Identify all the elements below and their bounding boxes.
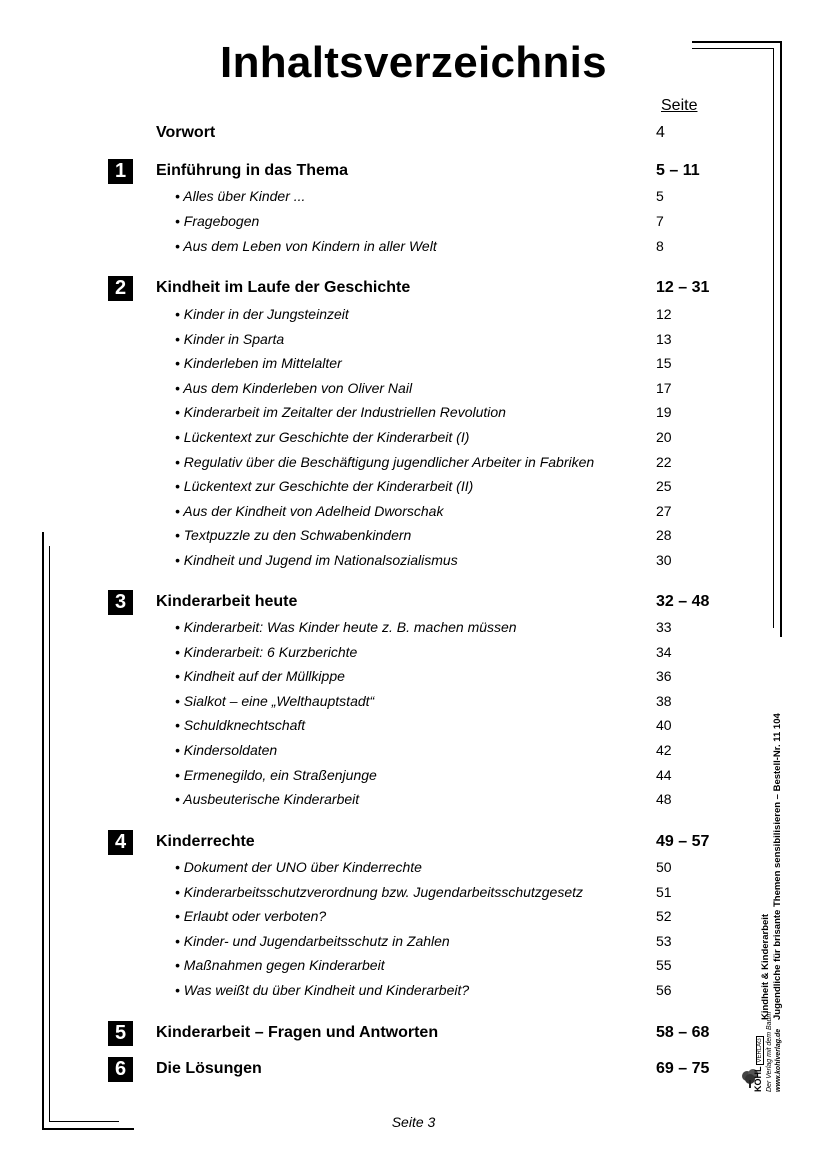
toc-item (0, 428, 827, 450)
toc-item-page: 55 (656, 957, 672, 973)
toc-item-title: • Kinderarbeitsschutzverordnung bzw. Jugendarbeitsschutzgesetz (175, 884, 584, 900)
toc-item-title: • Aus der Kindheit von Adelheid Dworschak (175, 503, 444, 519)
toc-section (0, 593, 827, 615)
toc-section (0, 279, 827, 301)
toc-item-title: • Ausbeuterische Kinderarbeit (175, 791, 360, 807)
section-page-range: 49 – 57 (656, 833, 710, 850)
toc-item-page: 22 (656, 454, 672, 470)
toc-item-page: 52 (656, 908, 672, 924)
toc-item-page: 13 (656, 331, 672, 347)
section-page-range: 69 – 75 (656, 1060, 710, 1077)
toc-item-title: • Kinderarbeit: Was Kinder heute z. B. machen müssen (175, 619, 517, 635)
toc-item-title: • Kinderarbeit im Zeitalter der Industriellen Revolution (175, 404, 506, 420)
section-page-range: 58 – 68 (656, 1024, 710, 1041)
toc-item-page: 20 (656, 429, 672, 445)
section-number-badge: 1 (108, 159, 133, 184)
toc-item (0, 766, 827, 788)
section-page-range: 5 – 11 (656, 162, 700, 179)
toc-item-page: 7 (656, 213, 664, 229)
toc-item-title: • Kinder in Sparta (175, 331, 285, 347)
section-number-badge: 6 (108, 1057, 133, 1082)
publisher-logo (742, 1011, 790, 1092)
toc-item-title: • Regulativ über die Beschäftigung jugendlicher Arbeiter in Fabriken (175, 454, 595, 470)
toc-entry-page: 4 (656, 124, 665, 141)
toc-section (0, 162, 827, 184)
toc-section (0, 1060, 827, 1082)
toc-item-title: • Lückentext zur Geschichte der Kinderarbeit (II) (175, 478, 474, 494)
publisher-slogan: Der Verlag mit dem Baum (766, 1011, 773, 1092)
toc-item (0, 643, 827, 665)
section-title: Kindheit im Laufe der Geschichte (156, 279, 411, 296)
publisher-website: www.kohlverlag.de (775, 1028, 782, 1092)
toc-item (0, 187, 827, 209)
toc-item (0, 502, 827, 524)
section-number-badge: 3 (108, 590, 133, 615)
toc-item-title: • Maßnahmen gegen Kinderarbeit (175, 957, 385, 973)
toc-item-title: • Kinder- und Jugendarbeitsschutz in Zahlen (175, 933, 450, 949)
toc-item-title: • Alles über Kinder ... (175, 188, 306, 204)
toc-item-page: 56 (656, 982, 672, 998)
toc-item-title: • Kinder in der Jungsteinzeit (175, 306, 349, 322)
toc-item (0, 790, 827, 812)
toc-item-page: 19 (656, 404, 672, 420)
toc-item-title: • Kindheit und Jugend im Nationalsozialismus (175, 552, 458, 568)
toc-item (0, 618, 827, 640)
toc-item-page: 8 (656, 238, 664, 254)
toc-item-title: • Lückentext zur Geschichte der Kinderarbeit (I) (175, 429, 470, 445)
toc-item-page: 38 (656, 693, 672, 709)
page-title: Inhaltsverzeichnis (220, 38, 607, 87)
toc-item (0, 354, 827, 376)
section-number-badge: 5 (108, 1021, 133, 1046)
frame-line (49, 546, 50, 1122)
toc-item-title: • Sialkot – eine „Welthauptstadt“ (175, 693, 375, 709)
toc-item (0, 907, 827, 929)
toc-item-page: 50 (656, 859, 672, 875)
toc-item (0, 379, 827, 401)
sidebar-product-info (760, 690, 796, 1020)
section-page-range: 12 – 31 (656, 279, 710, 296)
toc-item-title: • Kindheit auf der Müllkippe (175, 668, 345, 684)
toc-item (0, 237, 827, 259)
frame-line (780, 41, 782, 637)
frame-line (42, 532, 44, 1130)
sidebar-product-title: Kindheit & Kinderarbeit (760, 913, 771, 1020)
toc-item-page: 34 (656, 644, 672, 660)
toc-item (0, 956, 827, 978)
toc-item (0, 403, 827, 425)
toc-item-page: 48 (656, 791, 672, 807)
toc-item (0, 883, 827, 905)
toc-item-page: 33 (656, 619, 672, 635)
toc-item-page: 36 (656, 668, 672, 684)
toc-entry-title: Vorwort (156, 124, 216, 141)
publisher-name: KOHL (753, 1066, 763, 1092)
toc-item (0, 526, 827, 548)
toc-item-page: 27 (656, 503, 672, 519)
toc-item-title: • Schuldknechtschaft (175, 717, 306, 733)
section-title: Die Lösungen (156, 1060, 262, 1077)
toc-item (0, 453, 827, 475)
toc-item (0, 477, 827, 499)
section-number-badge: 4 (108, 830, 133, 855)
toc-item-title: • Aus dem Kinderleben von Oliver Nail (175, 380, 413, 396)
toc-item (0, 716, 827, 738)
toc-item (0, 667, 827, 689)
toc-item-page: 17 (656, 380, 672, 396)
toc-item-page: 25 (656, 478, 672, 494)
publisher-badge: VERLAG (757, 1038, 763, 1063)
section-page-range: 32 – 48 (656, 593, 710, 610)
toc-item-title: • Aus dem Leben von Kindern in aller Welt (175, 238, 437, 254)
toc-item-page: 51 (656, 884, 672, 900)
toc-item (0, 692, 827, 714)
page-footer: Seite 3 (391, 1114, 436, 1130)
toc-item (0, 212, 827, 234)
toc-item-page: 42 (656, 742, 672, 758)
frame-line (692, 41, 782, 43)
toc-item-title: • Was weißt du über Kindheit und Kinderarbeit? (175, 982, 470, 998)
toc-item-page: 30 (656, 552, 672, 568)
sidebar-product-subtitle: Jugendliche für brisante Themen sensibilisieren – Bestell-Nr. 11 104 (772, 713, 783, 1020)
toc-section (0, 1024, 827, 1046)
toc-item (0, 330, 827, 352)
frame-line (42, 1128, 134, 1130)
section-title: Kinderarbeit heute (156, 593, 298, 610)
toc-entry-vorwort (0, 124, 827, 146)
toc-item-title: • Kindersoldaten (175, 742, 278, 758)
toc-item-page: 44 (656, 767, 672, 783)
toc-item-page: 28 (656, 527, 672, 543)
page-column-header: Seite (661, 97, 698, 114)
toc-item (0, 932, 827, 954)
section-number-badge: 2 (108, 276, 133, 301)
toc-item-page: 40 (656, 717, 672, 733)
toc-item-title: • Textpuzzle zu den Schwabenkindern (175, 527, 412, 543)
toc-section (0, 833, 827, 855)
toc-item-page: 12 (656, 306, 672, 322)
toc-item (0, 551, 827, 573)
section-title: Kinderrechte (156, 833, 255, 850)
frame-line (49, 1121, 119, 1122)
toc-item (0, 858, 827, 880)
toc-item-title: • Fragebogen (175, 213, 260, 229)
toc-item-title: • Kinderleben im Mittelalter (175, 355, 342, 371)
toc-item-title: • Erlaubt oder verboten? (175, 908, 327, 924)
toc-item-title: • Kinderarbeit: 6 Kurzberichte (175, 644, 358, 660)
toc-item (0, 981, 827, 1003)
toc-item (0, 305, 827, 327)
toc-item-title: • Dokument der UNO über Kinderrechte (175, 859, 422, 875)
toc-item-page: 5 (656, 188, 664, 204)
section-title: Einführung in das Thema (156, 162, 349, 179)
frame-line (773, 48, 774, 628)
toc-item-page: 15 (656, 355, 672, 371)
toc-item (0, 741, 827, 763)
section-title: Kinderarbeit – Fragen und Antworten (156, 1024, 439, 1041)
toc-item-title: • Ermenegildo, ein Straßenjunge (175, 767, 377, 783)
toc-item-page: 53 (656, 933, 672, 949)
frame-line (692, 48, 774, 49)
